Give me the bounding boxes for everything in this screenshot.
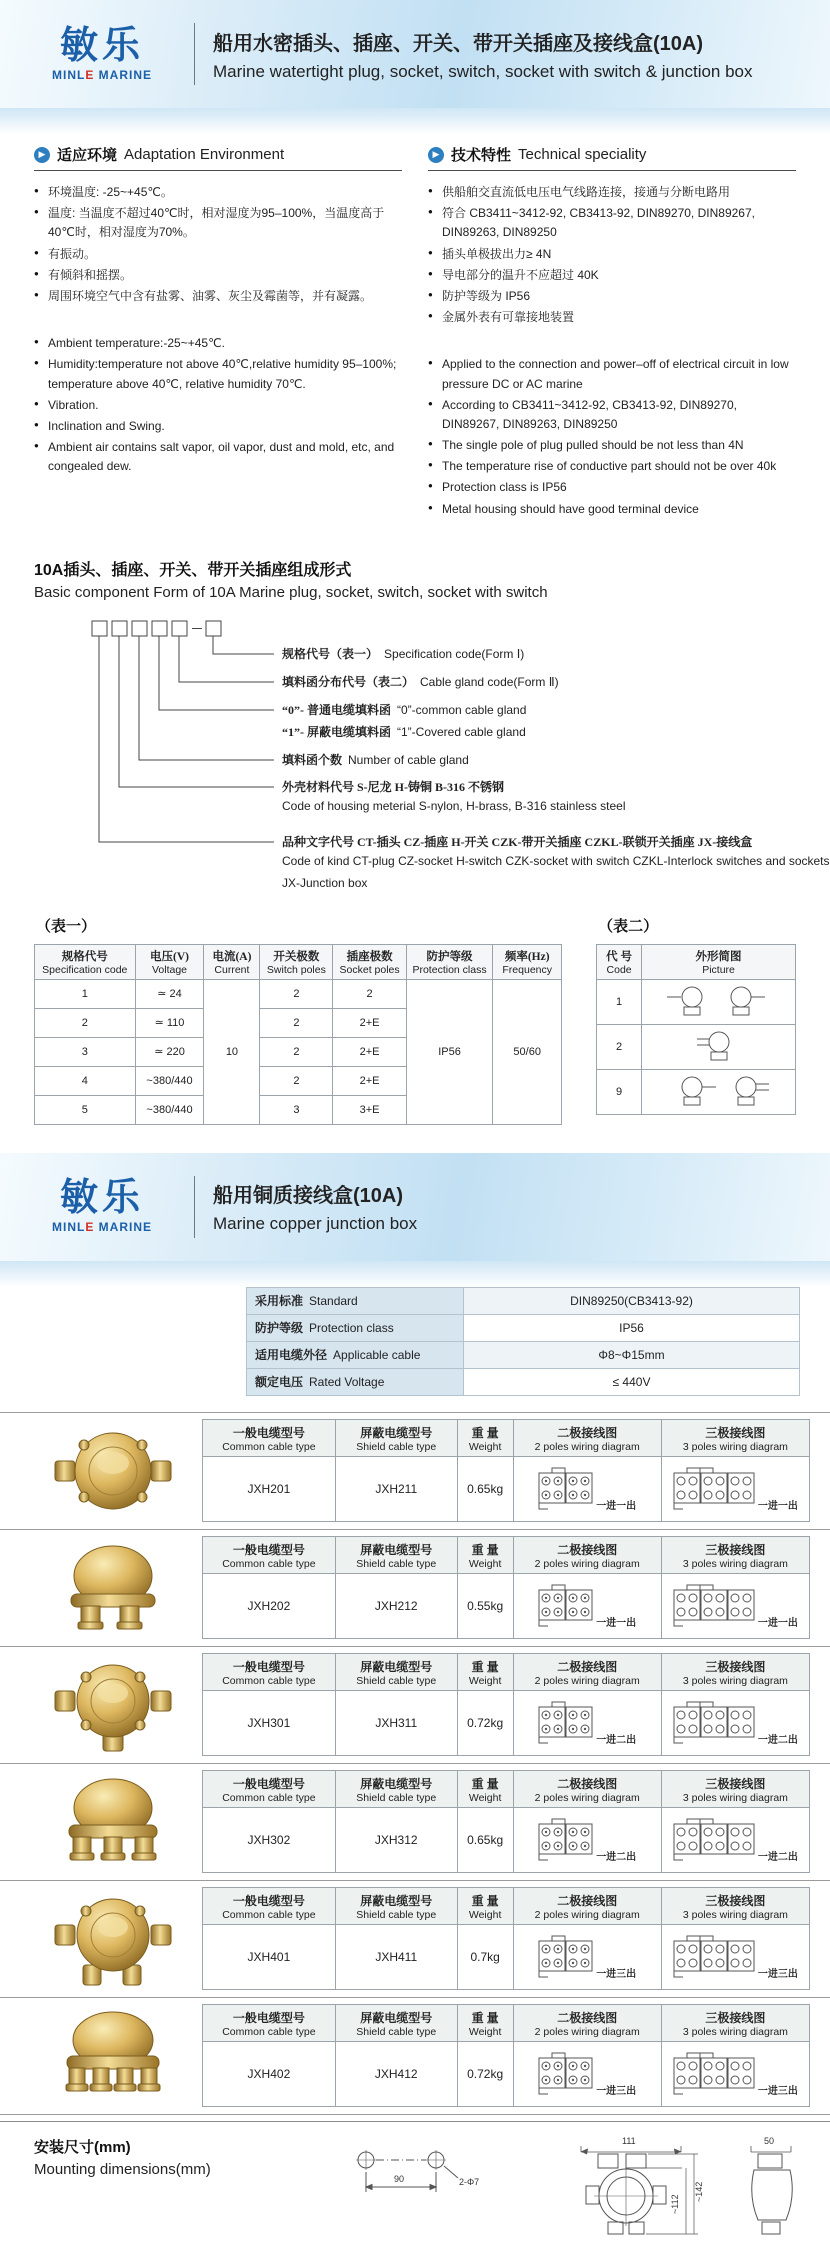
list-item: ● Metal housing should have good terminal device xyxy=(428,500,796,519)
col-header: 屏蔽电缆型号 Shield cable type xyxy=(335,1537,457,1574)
product-table xyxy=(202,1887,810,1990)
form1 xyxy=(34,915,562,1125)
table-header-row xyxy=(203,2005,810,2042)
col-header: 代 号 Code xyxy=(597,944,642,979)
product-photo xyxy=(24,2006,202,2106)
wiring-diagram-icon xyxy=(538,1817,594,1863)
model-shield: JXH211 xyxy=(335,1457,457,1522)
col-header: 重 量 Weight xyxy=(457,1537,513,1574)
list-item: ● 金属外表有可靠接地装置 xyxy=(428,308,796,327)
form-tables-section xyxy=(0,911,830,1125)
mounting-title-en: Mounting dimensions(mm) xyxy=(34,2160,211,2178)
list-item: ● 插头单极拔出力≥ 4N xyxy=(428,245,796,264)
col-header: 一般电缆型号 Common cable type xyxy=(203,1654,336,1691)
component-form-section xyxy=(0,531,830,911)
table-row xyxy=(203,1457,810,1522)
code-label: 填料函个数 Number of cable gland xyxy=(282,752,469,767)
list-item: ● Vibration. xyxy=(34,396,402,415)
standards-table xyxy=(246,1287,800,1396)
product-photo xyxy=(24,1889,202,1989)
product-row-jxh202 xyxy=(0,1529,830,1646)
form2-table xyxy=(596,944,796,1115)
wiring-diagram-icon xyxy=(673,1583,756,1629)
merged-protection: IP56 xyxy=(406,979,492,1124)
wiring-3pole: 一进二出 xyxy=(661,1691,809,1756)
adaptation-list-cn xyxy=(34,183,402,306)
gland-layout-icon xyxy=(649,983,789,1021)
wiring-3pole: 一进一出 xyxy=(661,1574,809,1639)
junction-box-photo xyxy=(47,1538,179,1638)
picture-code-2 xyxy=(642,1024,796,1069)
junction-box-photo xyxy=(47,1655,179,1755)
table-header-row xyxy=(203,1654,810,1691)
model-common: JXH401 xyxy=(203,1925,336,1990)
code-label: “0”- 普通电缆填料函 “0”-common cable gland xyxy=(282,702,527,717)
wiring-2pole: 一进一出 xyxy=(513,1574,661,1639)
wiring-3pole: 一进二出 xyxy=(661,1808,809,1873)
standard-label: 额定电压 Rated Voltage xyxy=(247,1368,464,1395)
wiring-3pole: 一进一出 xyxy=(661,1457,809,1522)
weight: 0.7kg xyxy=(457,1925,513,1990)
wiring-diagram-icon xyxy=(538,1583,594,1629)
product-photo xyxy=(24,1772,202,1872)
product-table xyxy=(202,1419,810,1522)
junction-box-photo xyxy=(47,1421,179,1521)
list-item: ● Ambient air contains salt vapor, oil vapor, dust and mold, etc, and congealed dew. xyxy=(34,438,402,476)
page-title-en: Marine watertight plug, socket, switch, socket with switch & junction box xyxy=(213,61,753,81)
form1-table xyxy=(34,944,562,1125)
list-item: ● 环境温度: -25~+45℃。 xyxy=(34,183,402,202)
weight: 0.65kg xyxy=(457,1808,513,1873)
products-section xyxy=(0,1412,830,2115)
brand-logo xyxy=(0,1179,182,1234)
col-header: 防护等级 Protection class xyxy=(406,944,492,979)
standard-value: Φ8~Φ15mm xyxy=(464,1341,800,1368)
list-item: ● Humidity:temperature not above 40℃,relative humidity 95–100%; temperature above 40℃, relative humidity 70℃. xyxy=(34,355,402,393)
table-header-row xyxy=(203,1771,810,1808)
list-item: ● 导电部分的温升不应超过 40K xyxy=(428,266,796,285)
wiring-diagram-icon xyxy=(538,1466,594,1512)
product-table xyxy=(202,1770,810,1873)
brand-logo-en: MINLE MARINE xyxy=(51,1220,152,1235)
col-header: 一般电缆型号 Common cable type xyxy=(203,1771,336,1808)
list-item: ● 温度: 当温度不超过40℃时，相对湿度为95–100%，当温度高于40℃时，相对湿度为70%。 xyxy=(34,204,402,242)
junction-box-photo xyxy=(47,2006,179,2106)
mounting-title-cn: 安装尺寸(mm) xyxy=(34,2138,131,2156)
gland-layout-icon xyxy=(649,1073,789,1111)
product-table xyxy=(202,1536,810,1639)
gland-layout-icon xyxy=(649,1028,789,1066)
mounting-section xyxy=(0,2121,830,2256)
brand-logo-cn: 敏乐 xyxy=(59,24,144,67)
wiring-3pole: 一进三出 xyxy=(661,1925,809,1990)
col-header: 二极接线图 2 poles wiring diagram xyxy=(513,2005,661,2042)
dim-body-height: ~112 xyxy=(670,2194,680,2214)
table-row: 1 ≃ 24 10 2 2 IP56 50/60 xyxy=(35,979,562,1008)
wiring-diagram-icon xyxy=(538,2051,594,2097)
list-item: ● The temperature rise of conductive part should not be over 40k xyxy=(428,457,796,476)
mounting-drawing xyxy=(326,2130,826,2242)
table-header-row xyxy=(203,1888,810,1925)
col-header: 三极接线图 3 poles wiring diagram xyxy=(661,1654,809,1691)
header-divider xyxy=(194,23,195,85)
product-row-jxh302 xyxy=(0,1763,830,1880)
col-header: 频率(Hz) Frequency xyxy=(493,944,562,979)
col-header: 规格代号 Specification code xyxy=(35,944,136,979)
wiring-3pole: 一进三出 xyxy=(661,2042,809,2107)
merged-current: 10 xyxy=(204,979,260,1124)
wiring-diagram-icon xyxy=(673,1817,756,1863)
wiring-diagram-icon xyxy=(673,2051,756,2097)
code-label: 品种文字代号 CT-插头 CZ-插座 H-开关 CZK-带开关插座 CZKL-联锁开关插座 JX-接线盒 Code of kind CT-plug CZ-socket H-switch CZK-socket with switch CZKL-Interlock switches and sockets JX-Junction box xyxy=(282,834,830,890)
technical-list-en xyxy=(428,355,796,519)
product-row-jxh401 xyxy=(0,1880,830,1997)
adaptation-list-en xyxy=(34,334,402,476)
page-header xyxy=(0,0,830,108)
picture-code-9 xyxy=(642,1069,796,1114)
header-divider xyxy=(194,1176,195,1238)
col-header: 二极接线图 2 poles wiring diagram xyxy=(513,1420,661,1457)
col-header: 二极接线图 2 poles wiring diagram xyxy=(513,1537,661,1574)
table-header-row xyxy=(203,1537,810,1574)
list-item: ● 防护等级为 IP56 xyxy=(428,287,796,306)
form2-caption: （表二） xyxy=(598,918,659,935)
table-row: 9 xyxy=(597,1069,796,1114)
page-title-cn: 船用水密插头、插座、开关、带开关插座及接线盒(10A) xyxy=(213,32,704,55)
wiring-2pole: 一进一出 xyxy=(513,1457,661,1522)
col-header: 重 量 Weight xyxy=(457,2005,513,2042)
technical-speciality xyxy=(428,144,796,521)
section-title-en: Marine copper junction box xyxy=(213,1214,418,1234)
standard-value: ≤ 440V xyxy=(464,1368,800,1395)
table-row: 4 ~380/440 2 2+E xyxy=(35,1066,562,1095)
product-photo xyxy=(24,1655,202,1755)
weight: 0.65kg xyxy=(457,1457,513,1522)
table-row xyxy=(203,1574,810,1639)
wiring-diagram-icon xyxy=(538,1934,594,1980)
col-header: 重 量 Weight xyxy=(457,1420,513,1457)
standard-value: DIN89250(CB3413-92) xyxy=(464,1287,800,1314)
section-title-cn: 船用铜质接线盒(10A) xyxy=(213,1185,404,1208)
form2 xyxy=(596,915,796,1115)
technical-list-cn xyxy=(428,183,796,327)
table-row xyxy=(203,1808,810,1873)
dim-hole-spec: 2-Φ7 xyxy=(459,2176,480,2187)
list-item: ● 周围环境空气中含有盐雾、油雾、灰尘及霉菌等，并有凝露。 xyxy=(34,287,402,306)
col-header: 一般电缆型号 Common cable type xyxy=(203,1888,336,1925)
table-row xyxy=(247,1341,800,1368)
wiring-2pole: 一进三出 xyxy=(513,2042,661,2107)
table-row: 3 ≃ 220 2 2+E xyxy=(35,1037,562,1066)
form1-caption: （表一） xyxy=(36,918,97,935)
table-row xyxy=(247,1368,800,1395)
col-header: 二极接线图 2 poles wiring diagram xyxy=(513,1888,661,1925)
weight: 0.55kg xyxy=(457,1574,513,1639)
code-label: “1”- 屏蔽电缆填料函 “1”-Covered cable gland xyxy=(282,724,526,739)
table-header-row xyxy=(597,944,796,979)
brand-logo-en: MINLE MARINE xyxy=(51,67,152,82)
wiring-diagram-icon xyxy=(673,1934,756,1980)
table-row: 5 ~380/440 3 3+E xyxy=(35,1095,562,1124)
play-icon: ▶ xyxy=(428,147,444,163)
col-header: 屏蔽电缆型号 Shield cable type xyxy=(335,1654,457,1691)
col-header: 屏蔽电缆型号 Shield cable type xyxy=(335,1888,457,1925)
col-header: 屏蔽电缆型号 Shield cable type xyxy=(335,1771,457,1808)
adaptation-environment xyxy=(34,144,402,521)
product-row-jxh301 xyxy=(0,1646,830,1763)
brand-logo-cn: 敏乐 xyxy=(59,1177,144,1220)
standard-value: IP56 xyxy=(464,1314,800,1341)
table-row xyxy=(203,1925,810,1990)
col-header: 电流(A) Current xyxy=(204,944,260,979)
wiring-diagram-icon xyxy=(673,1700,756,1746)
adaptation-header: ▶ 适应环境 Adaptation Environment xyxy=(34,144,402,171)
table-row xyxy=(203,2042,810,2107)
product-table xyxy=(202,2004,810,2107)
dim-side-width: 50 xyxy=(764,2135,775,2146)
play-icon: ▶ xyxy=(34,147,50,163)
model-common: JXH402 xyxy=(203,2042,336,2107)
col-header: 重 量 Weight xyxy=(457,1771,513,1808)
wiring-2pole: 一进二出 xyxy=(513,1808,661,1873)
wiring-diagram-icon xyxy=(538,1700,594,1746)
col-header: 电压(V) Voltage xyxy=(135,944,204,979)
page-title xyxy=(213,27,753,82)
brand-logo xyxy=(0,24,182,82)
col-header: 三极接线图 3 poles wiring diagram xyxy=(661,1537,809,1574)
list-item: ● 有倾斜和摇摆。 xyxy=(34,266,402,285)
code-label: 规格代号（表一） Specification code(Form Ⅰ) xyxy=(282,646,525,661)
list-item: ● Protection class is IP56 xyxy=(428,478,796,497)
col-header: 二极接线图 2 poles wiring diagram xyxy=(513,1654,661,1691)
list-item: ● The single pole of plug pulled should be not less than 4N xyxy=(428,436,796,455)
list-item: ● Ambient temperature:-25~+45℃. xyxy=(34,334,402,353)
junction-box-photo xyxy=(47,1889,179,1989)
dim-front-width: 111 xyxy=(622,2135,636,2146)
model-common: JXH201 xyxy=(203,1457,336,1522)
component-title-cn: 10A插头、插座、开关、带开关插座组成形式 xyxy=(34,561,352,579)
list-item: ● 有振动。 xyxy=(34,245,402,264)
col-header: 重 量 Weight xyxy=(457,1654,513,1691)
table-row xyxy=(247,1314,800,1341)
code-label: 外壳材料代号 S-尼龙 H-铸铜 B-316 不锈钢 Code of housing meterial S-nylon, H-brass, B-316 stainless steel xyxy=(282,779,626,813)
col-header: 一般电缆型号 Common cable type xyxy=(203,1420,336,1457)
col-header: 三极接线图 3 poles wiring diagram xyxy=(661,1771,809,1808)
list-item: ● According to CB3411~3412-92, CB3413-92, DIN89270, DIN89267, DIN89263, DIN89250 xyxy=(428,396,796,434)
weight: 0.72kg xyxy=(457,2042,513,2107)
table-row: 2 ≃ 110 2 2+E xyxy=(35,1008,562,1037)
merged-frequency: 50/60 xyxy=(493,979,562,1124)
wiring-diagram-icon xyxy=(673,1466,756,1512)
col-header: 外形简图 Picture xyxy=(642,944,796,979)
table-header-row xyxy=(35,944,562,979)
table-row xyxy=(247,1287,800,1314)
col-header: 三极接线图 3 poles wiring diagram xyxy=(661,1888,809,1925)
product-photo xyxy=(24,1421,202,1521)
dim-hole-pitch: 90 xyxy=(394,2173,405,2184)
model-common: JXH302 xyxy=(203,1808,336,1873)
col-header: 一般电缆型号 Common cable type xyxy=(203,2005,336,2042)
table-row: 2 xyxy=(597,1024,796,1069)
model-shield: JXH412 xyxy=(335,2042,457,2107)
list-item: ● Applied to the connection and power–off of electrical circuit in low pressure DC or AC marine xyxy=(428,355,796,393)
features-section xyxy=(0,108,830,531)
picture-code-1 xyxy=(642,979,796,1024)
col-header: 二极接线图 2 poles wiring diagram xyxy=(513,1771,661,1808)
table-header-row xyxy=(203,1420,810,1457)
col-header: 一般电缆型号 Common cable type xyxy=(203,1537,336,1574)
product-row-jxh402 xyxy=(0,1997,830,2115)
table-row xyxy=(203,1691,810,1756)
code-label: 填料函分布代号（表二） Cable gland code(Form Ⅱ) xyxy=(282,674,559,689)
junction-box-header xyxy=(0,1153,830,1261)
col-header: 插座极数 Socket poles xyxy=(333,944,406,979)
dim-total-height: ~142 xyxy=(694,2181,704,2202)
list-item: ● 符合 CB3411~3412-92, CB3413-92, DIN89270, DIN89267, DIN89263, DIN89250 xyxy=(428,204,796,242)
col-header: 屏蔽电缆型号 Shield cable type xyxy=(335,1420,457,1457)
list-item: ● Inclination and Swing. xyxy=(34,417,402,436)
col-header: 三极接线图 3 poles wiring diagram xyxy=(661,2005,809,2042)
product-table xyxy=(202,1653,810,1756)
model-shield: JXH312 xyxy=(335,1808,457,1873)
model-common: JXH202 xyxy=(203,1574,336,1639)
technical-header: ▶ 技术特性 Technical speciality xyxy=(428,144,796,171)
section-title xyxy=(213,1179,417,1234)
col-header: 三极接线图 3 poles wiring diagram xyxy=(661,1420,809,1457)
wiring-2pole: 一进二出 xyxy=(513,1691,661,1756)
standard-label: 采用标准 Standard xyxy=(247,1287,464,1314)
model-shield: JXH311 xyxy=(335,1691,457,1756)
wiring-2pole: 一进三出 xyxy=(513,1925,661,1990)
product-row-jxh201 xyxy=(0,1412,830,1529)
product-photo xyxy=(24,1538,202,1638)
col-header: 重 量 Weight xyxy=(457,1888,513,1925)
model-shield: JXH212 xyxy=(335,1574,457,1639)
list-item: ● 供船舶交直流低电压电气线路连接，接通与分断电路用 xyxy=(428,183,796,202)
code-diagram xyxy=(34,611,830,911)
standard-label: 防护等级 Protection class xyxy=(247,1314,464,1341)
table-row: 1 xyxy=(597,979,796,1024)
col-header: 屏蔽电缆型号 Shield cable type xyxy=(335,2005,457,2042)
junction-box-photo xyxy=(47,1772,179,1872)
component-title-en: Basic component Form of 10A Marine plug, socket, switch, socket with switch xyxy=(34,583,548,601)
col-header: 开关极数 Switch poles xyxy=(260,944,333,979)
standard-label: 适用电缆外径 Applicable cable xyxy=(247,1341,464,1368)
weight: 0.72kg xyxy=(457,1691,513,1756)
model-shield: JXH411 xyxy=(335,1925,457,1990)
model-common: JXH301 xyxy=(203,1691,336,1756)
